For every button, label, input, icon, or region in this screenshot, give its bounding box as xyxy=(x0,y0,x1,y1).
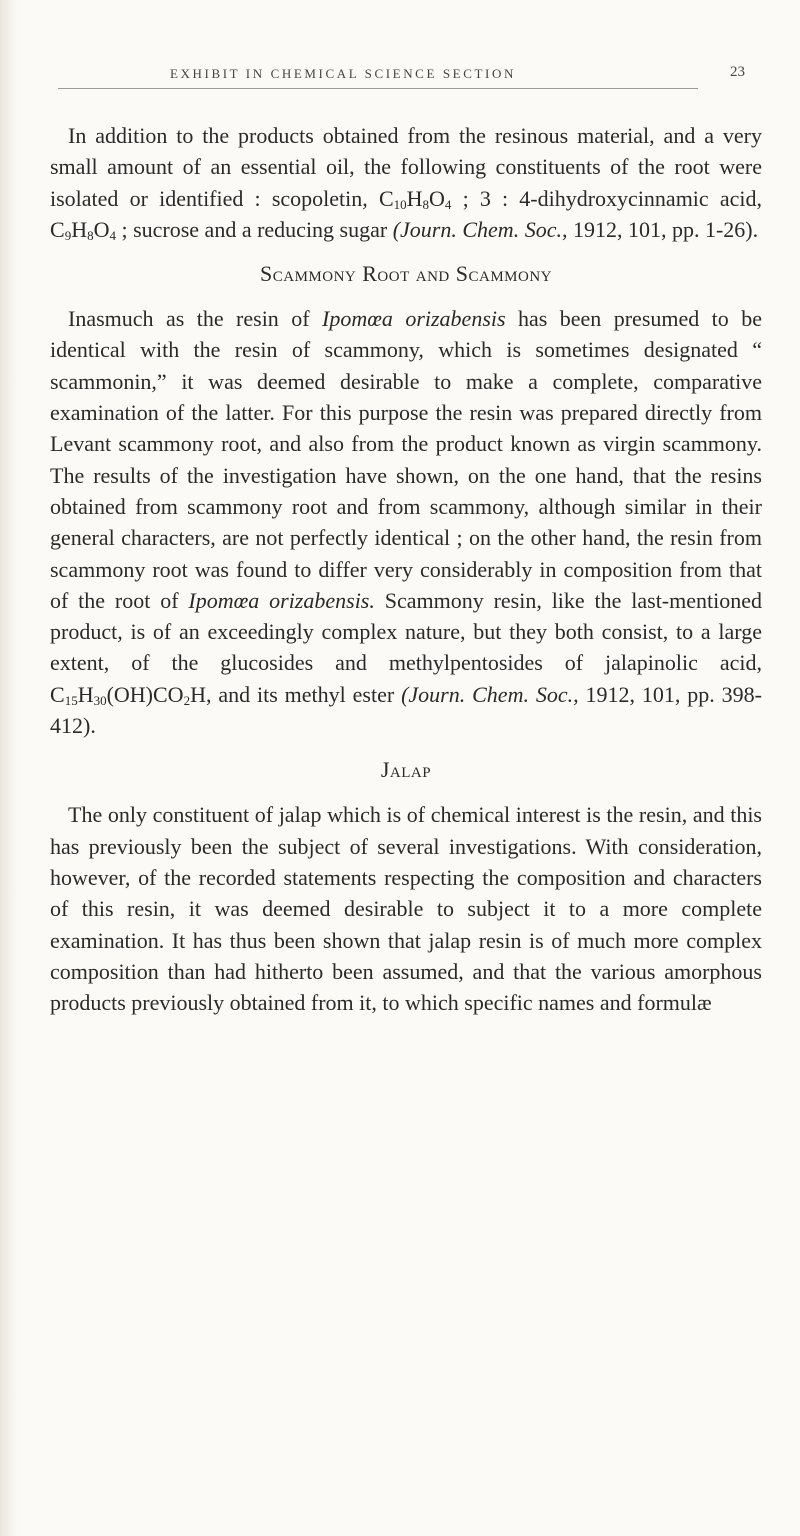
paragraph-1 xyxy=(50,120,762,245)
paragraph-1-text: In addition to the products obtained from the resinous material, and a very small amount of an essential oil, the following constituents of the root were isolated or identified : scopoletin, xyxy=(50,123,762,211)
paragraph-2-text: has been presumed to be identical with the resin of scammony, which is sometimes designated “ scammonin,” it was deemed desirable to make a complete, comparative examination of the latter. For this purpose the resin was prepared directly from Levant scammony root, and also from the product known as virgin scammony. The results of the investigation have shown, on the one hand, that the resins obtained from scammony root and from scammony, although similar in their general characters, are not perfectly identical ; on the other hand, the resin from scammony root was found to differ very considerably in composition from that of the root of xyxy=(50,306,762,613)
paragraph-2 xyxy=(50,303,762,741)
formula-scopoletin: $C_{10}H_8O_4$ xyxy=(378,185,452,212)
formula-jalapinolic-acid: $C_{15}H_{30}(OH)CO_2H$ xyxy=(50,681,206,708)
section-heading-scammony: Scammony Root and Scammony xyxy=(260,261,552,287)
page-body xyxy=(50,120,762,1018)
section-heading-jalap: Jalap xyxy=(380,757,432,783)
species-name: Ipomœa orizabensis xyxy=(322,306,506,332)
page-edge xyxy=(0,0,18,1536)
running-header: EXHIBIT IN CHEMICAL SCIENCE SECTION xyxy=(170,66,516,81)
citation-journal: (Journ. Chem. Soc., xyxy=(401,681,579,707)
formula-dihydroxycinnamic: $C_9H_8O_4$ xyxy=(50,216,116,243)
paragraph-3: The only constituent of jalap which is of chemical interest is the resin, and this has previously been the subject of several investigations. With consideration, however, of the recorded statements respecting the composition and characters of this resin, it was deemed desirable to subject it to a more complete examination. It has thus been shown that jalap resin is of much more complex composition than had hitherto been assumed, and that the various amorphous products previously obtained from it, to which specific names and formulæ xyxy=(50,802,762,1016)
page-number: 23 xyxy=(730,64,745,80)
paragraph-1-text: ; sucrose and a reducing sugar xyxy=(115,216,393,242)
paragraph-2-text: Inasmuch as the resin of xyxy=(68,306,322,332)
paragraph-1-text: ; 3 : 4-dihydroxycinnamic acid, xyxy=(451,185,762,211)
citation-journal: (Journ. Chem. Soc., xyxy=(392,216,568,242)
header-rule xyxy=(58,88,698,89)
paragraph-2-text: , and its methyl ester xyxy=(205,681,402,707)
paragraph-2-text: 1912, 101, pp. 398-412). xyxy=(50,681,763,739)
paragraph-2-text: Scammony resin, like the last-mentioned product, is of an exceedingly complex nature, but they both consist, to a large extent, of the glucosides and methylpentosides of jalapinolic acid, xyxy=(50,587,763,676)
paragraph-1-text: 1912, 101, pp. 1-26). xyxy=(567,216,759,242)
species-name: Ipomœa orizabensis. xyxy=(188,587,375,613)
